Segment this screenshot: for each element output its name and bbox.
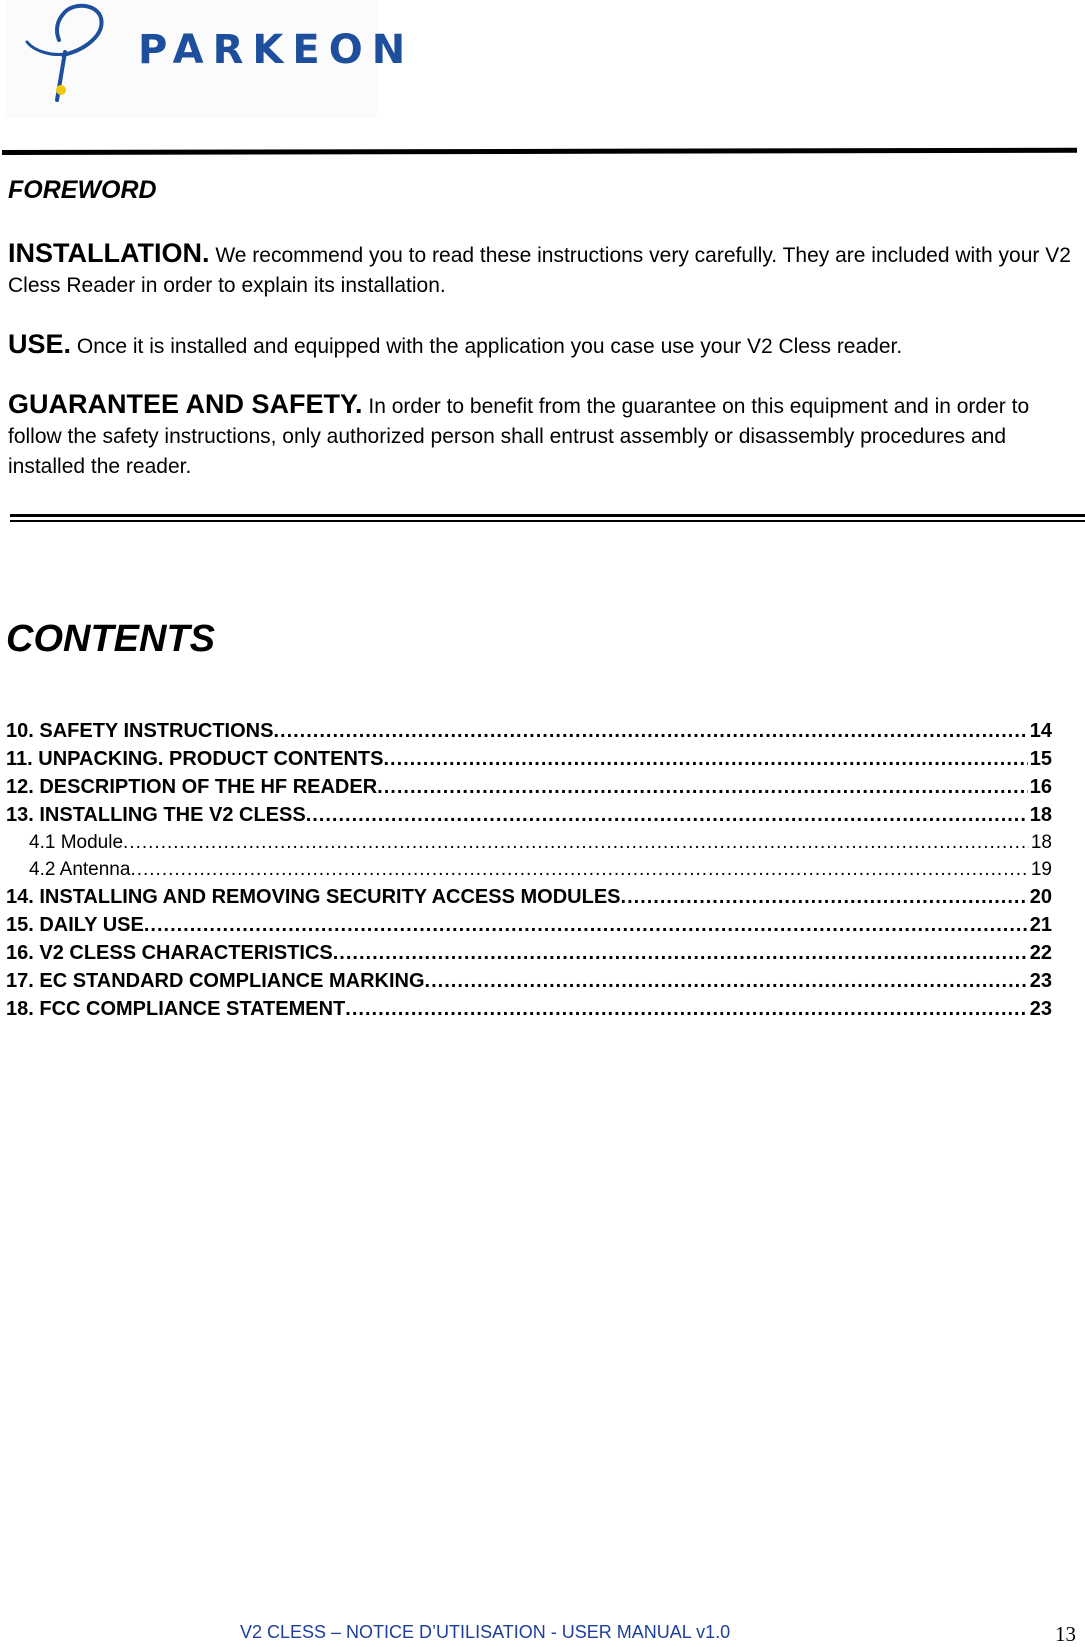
toc-leader xyxy=(621,886,1028,909)
toc-page: 21 xyxy=(1029,914,1052,936)
toc-page: 14 xyxy=(1029,720,1052,742)
toc-leader xyxy=(144,914,1028,937)
use-paragraph xyxy=(8,329,1078,362)
toc-subentry[interactable]: 4.1 Module ..... 18 xyxy=(6,832,1052,859)
toc-page: 22 xyxy=(1029,942,1052,964)
toc-page: 18 xyxy=(1029,804,1052,826)
toc-page: 23 xyxy=(1029,970,1052,992)
toc-leader xyxy=(377,776,1028,799)
toc-subentry[interactable]: 4.2 Antenna ..... 19 xyxy=(6,859,1052,886)
toc-entry[interactable]: 10. SAFETY INSTRUCTIONS ..... 14 xyxy=(6,720,1052,748)
installation-paragraph xyxy=(8,238,1078,301)
toc-page: 20 xyxy=(1029,886,1052,908)
use-lead: USE. xyxy=(8,329,72,359)
toc-page: 19 xyxy=(1030,859,1052,880)
toc-page: 16 xyxy=(1029,776,1052,798)
installation-lead: INSTALLATION. xyxy=(8,238,210,268)
toc-leader xyxy=(383,748,1027,771)
toc-leader xyxy=(273,720,1027,743)
installation-text: We recommend you to read these instructions very carefully. They are included with your V2 Cless Reader in order to explain its installation. xyxy=(8,244,1071,297)
toc-leader xyxy=(306,804,1028,827)
toc-entry[interactable]: 12. DESCRIPTION OF THE HF READER ..... 16 xyxy=(6,776,1052,804)
toc-entry[interactable]: 15. DAILY USE ..... 21 xyxy=(6,914,1052,942)
toc-entry[interactable]: 11. UNPACKING. PRODUCT CONTENTS ..... 15 xyxy=(6,748,1052,776)
page-number: 13 xyxy=(1055,1622,1076,1646)
footer-title: V2 CLESS – NOTICE D’UTILISATION - USER MANUAL v1.0 xyxy=(240,1622,731,1642)
use-text: Once it is installed and equipped with the application you case use your V2 Cless reader. xyxy=(71,335,903,358)
toc-page: 23 xyxy=(1029,998,1052,1020)
toc-leader xyxy=(425,970,1028,993)
section-divider-lower xyxy=(10,520,1085,522)
guarantee-lead: GUARANTEE AND SAFETY. xyxy=(8,389,363,419)
top-divider xyxy=(2,148,1077,155)
section-divider-upper xyxy=(10,514,1085,517)
toc-entry[interactable]: 14. INSTALLING AND REMOVING SECURITY ACCESS MODULES ..... 20 xyxy=(6,886,1052,914)
toc-leader xyxy=(130,859,1028,881)
toc-leader xyxy=(333,942,1028,965)
toc-entry[interactable]: 16. V2 CLESS CHARACTERISTICS ..... 22 xyxy=(6,942,1052,970)
brand-name: PARKEON xyxy=(138,27,415,73)
contents-heading: CONTENTS xyxy=(6,618,215,660)
guarantee-text: In order to benefit from the guarantee on this equipment and in order to follow the safety instructions, only authorized person shall entrust assembly or disassembly procedures and installed the reader. xyxy=(8,395,1030,478)
parkeon-logo xyxy=(5,0,415,118)
toc-entry[interactable]: 13. INSTALLING THE V2 CLESS ..... 18 xyxy=(6,804,1052,832)
toc-leader xyxy=(345,998,1027,1021)
toc-entry[interactable]: 18. FCC COMPLIANCE STATEMENT ..... 23 xyxy=(6,998,1052,1026)
toc-entry[interactable]: 17. EC STANDARD COMPLIANCE MARKING ..... 23 xyxy=(6,970,1052,998)
parkeon-p-icon xyxy=(5,0,135,118)
foreword-heading: FOREWORD xyxy=(8,176,157,204)
table-of-contents xyxy=(6,720,1052,1026)
toc-page: 18 xyxy=(1030,832,1052,853)
toc-leader xyxy=(123,832,1029,854)
toc-page: 15 xyxy=(1029,748,1052,770)
guarantee-paragraph xyxy=(8,389,1078,482)
